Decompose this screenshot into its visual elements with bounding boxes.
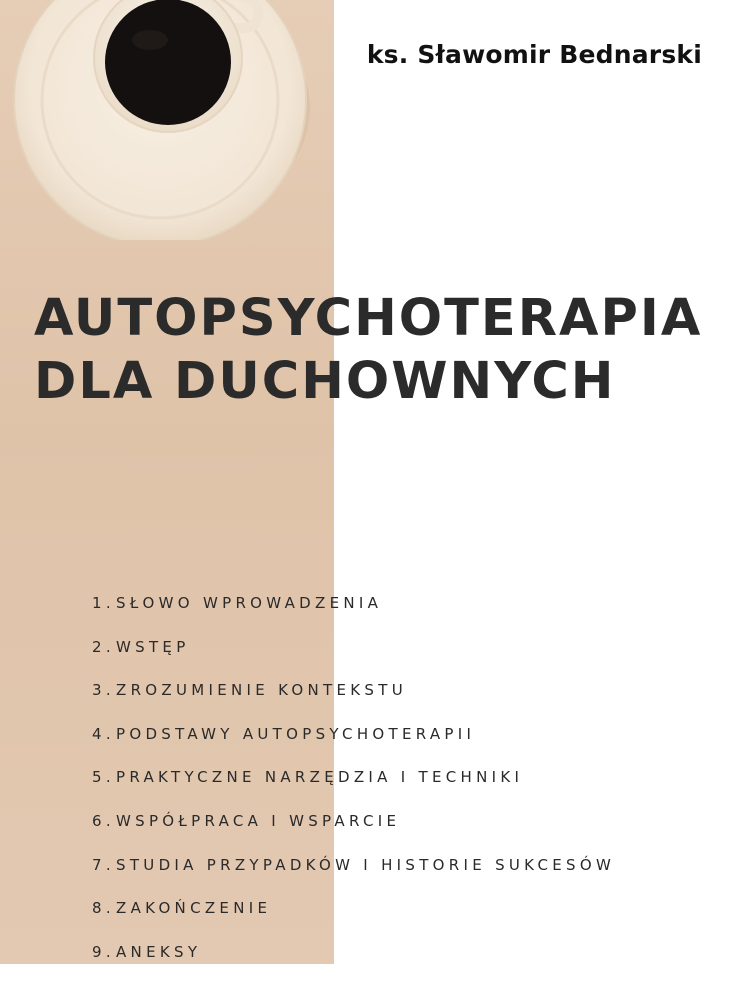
toc-number: 5. <box>92 768 115 787</box>
toc-number: 1. <box>92 594 115 612</box>
toc-item <box>92 681 615 725</box>
toc-number: 7. <box>92 855 115 874</box>
coffee-cup-image <box>0 0 334 240</box>
toc-label: ZAKOŃCZENIE <box>116 899 272 918</box>
coffee <box>105 0 231 125</box>
book-title <box>34 287 702 413</box>
toc-number: 8. <box>92 899 115 918</box>
toc-label: STUDIA PRZYPADKÓW I HISTORIE SUKCESÓW <box>116 855 616 874</box>
toc-item <box>92 638 615 682</box>
toc-label: WSTĘP <box>116 637 190 656</box>
author-name: ks. Sławomir Bednarski <box>366 40 702 69</box>
table-of-contents <box>92 594 615 986</box>
toc-label: PODSTAWY AUTOPSYCHOTERAPII <box>116 724 476 743</box>
toc-number: 4. <box>92 724 115 743</box>
toc-item <box>92 725 615 769</box>
toc-item <box>92 899 615 943</box>
toc-item <box>92 812 615 856</box>
title-line-1: AUTOPSYCHOTERAPIA <box>34 289 703 348</box>
title-line-2: DLA DUCHOWNYCH <box>34 352 616 411</box>
toc-item <box>92 768 615 812</box>
toc-label: WSPÓŁPRACA I WSPARCIE <box>116 811 401 830</box>
toc-item <box>92 856 615 900</box>
toc-item <box>92 594 615 638</box>
toc-label: ANEKSY <box>116 942 202 961</box>
toc-number: 6. <box>92 811 115 830</box>
toc-label: PRAKTYCZNE NARZĘDZIA I TECHNIKI <box>116 768 524 787</box>
toc-number: 3. <box>92 681 115 700</box>
toc-label: SŁOWO WPROWADZENIA <box>116 594 383 612</box>
toc-label: ZROZUMIENIE KONTEKSTU <box>116 681 407 700</box>
toc-number: 2. <box>92 637 115 656</box>
toc-number: 9. <box>92 942 115 961</box>
toc-item <box>92 943 615 986</box>
